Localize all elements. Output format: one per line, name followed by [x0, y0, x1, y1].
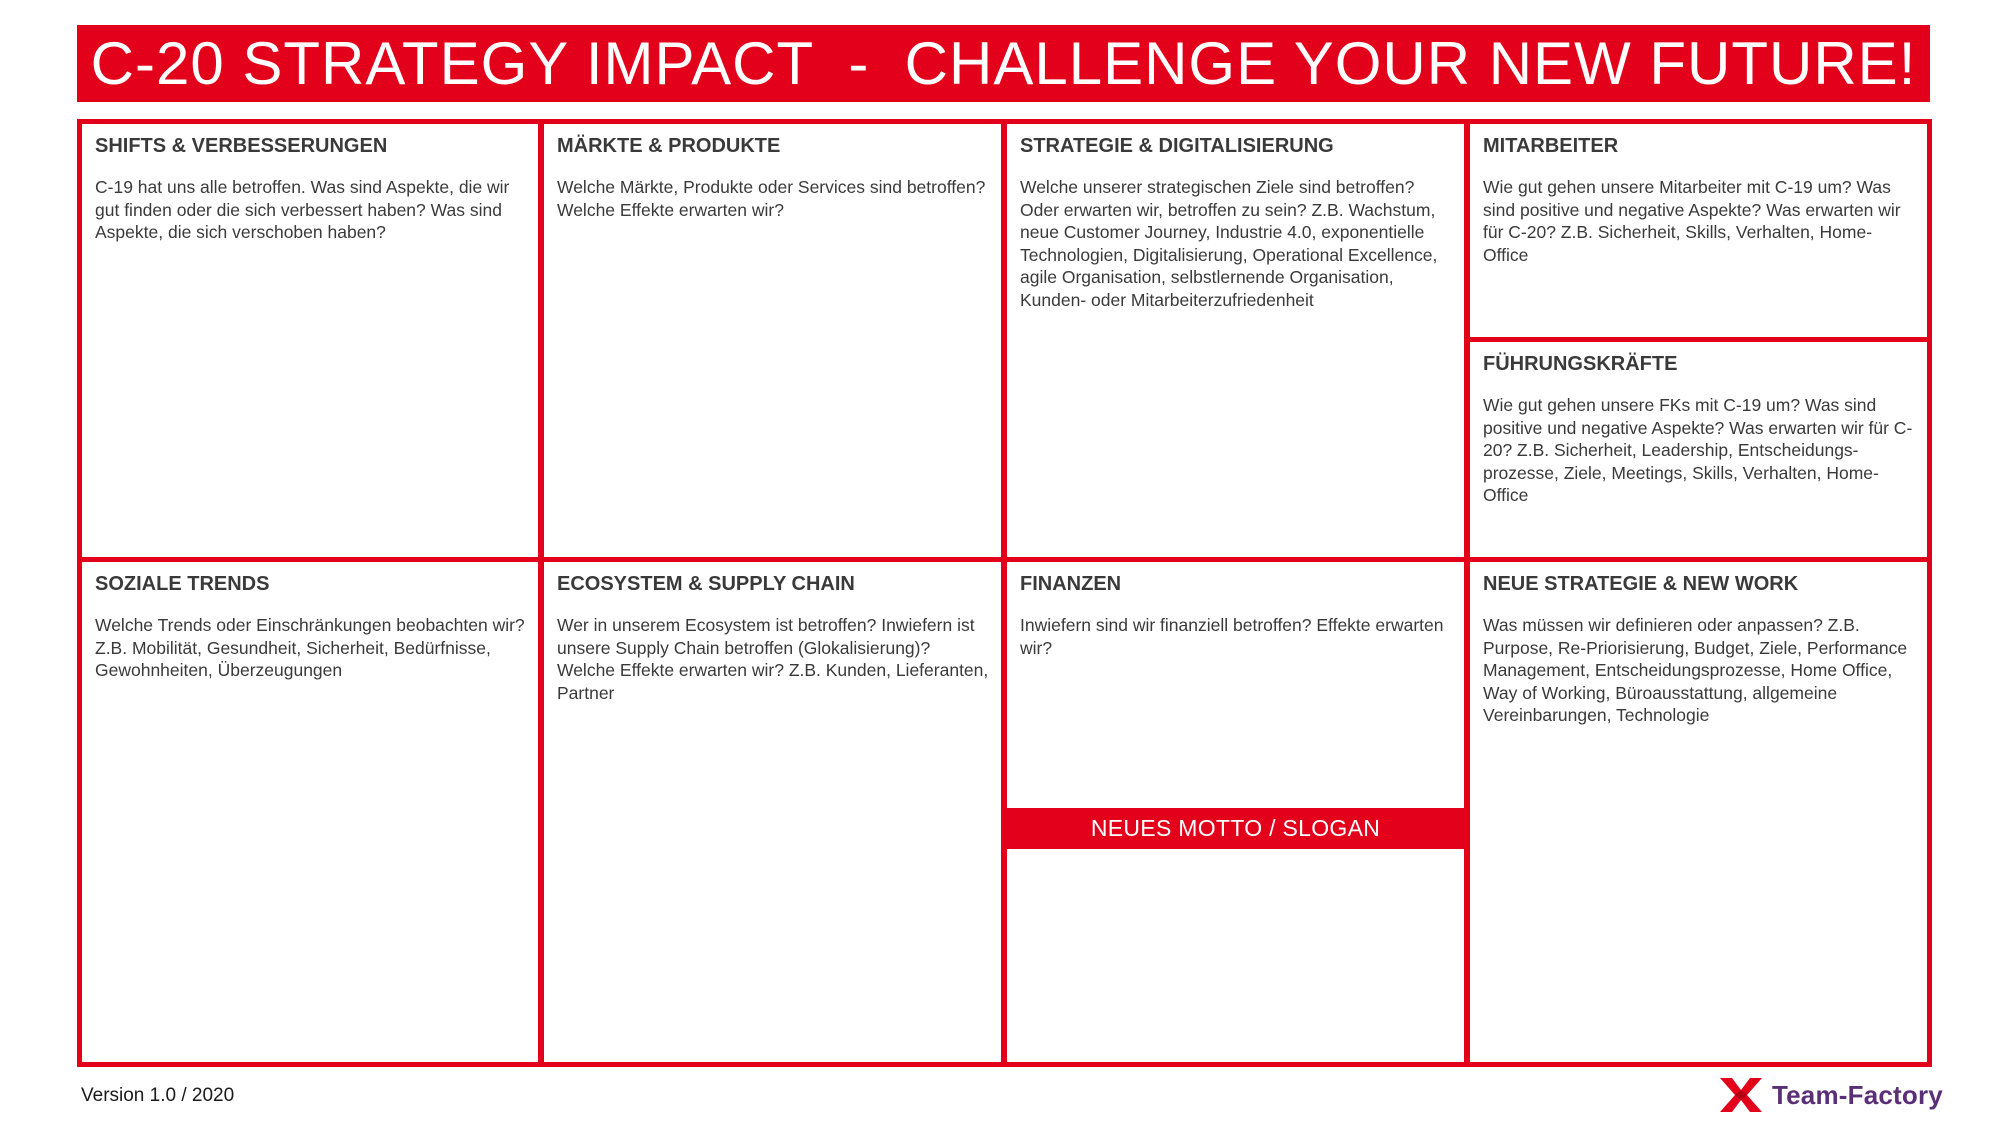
cell-neue-text: Was müssen wir definieren oder anpassen? Z.B. Purpose, Re-Priorisierung, Budget, Ziele, Performance Management, Entscheidungsprozesse, Home Office, Way of Working, Büroausstattung, allgemeine Vereinbarungen, Technologie — [1483, 615, 1908, 725]
cell-soziale-title: SOZIALE TRENDS — [95, 573, 270, 595]
cell-finanzen-text: Inwiefern sind wir finanziell betroffen? Effekte erwarten wir? — [1020, 615, 1444, 658]
cell-neue[interactable] — [1470, 562, 1927, 1062]
cell-finanzen[interactable] — [1007, 562, 1464, 808]
cell-strategie[interactable] — [1007, 124, 1464, 557]
title-banner — [77, 25, 1930, 102]
cell-fuehrung[interactable] — [1470, 342, 1927, 557]
cell-shifts[interactable] — [82, 124, 538, 557]
cell-maerkte-title: MÄRKTE & PRODUKTE — [557, 135, 781, 157]
motto-title: NEUES MOTTO / SLOGAN — [1090, 815, 1381, 841]
cell-soziale-text: Welche Trends oder Einschränkungen beobachten wir? Z.B. Mobilität, Gesundheit, Sicherheit, Bedürfnisse, Gewohnheiten, Überzeugungen — [95, 615, 525, 680]
cell-strategie-text: Welche unserer strategischen Ziele sind betroffen? Oder erwarten wir, betroffen zu sein? Z.B. Wachstum, neue Customer Journey, Industrie 4.0, exponentielle Technologien, Digitalisierung, Operational Excellence, agile Organisation, selbstlernende Organisation, Kunden- oder Mitarbeiterzufriedenheit — [1020, 177, 1438, 310]
cell-strategie-title: STRATEGIE & DIGITALISIERUNG — [1020, 135, 1334, 157]
team-factory-logo-icon — [1718, 1076, 1764, 1114]
cell-ecosystem-text: Wer in unserem Ecosystem ist betroffen? Inwiefern ist unsere Supply Chain betroffen (Glokalisierung)? Welche Effekte erwarten wir? Z.B. Kunden, Lieferanten, Partner — [557, 615, 989, 703]
cell-ecosystem[interactable] — [544, 562, 1001, 1062]
cell-mitarbeiter-title: MITARBEITER — [1483, 135, 1619, 157]
cell-shifts-text: C-19 hat uns alle betroffen. Was sind Aspekte, die wir gut finden oder die sich verbessert haben? Was sind Aspekte, die sich verschoben haben? — [95, 177, 510, 242]
cell-neue-title: NEUE STRATEGIE & NEW WORK — [1483, 573, 1799, 595]
brand-name: Team-Factory — [1772, 1079, 1943, 1110]
cell-soziale[interactable] — [82, 562, 538, 1062]
motto-header — [1007, 808, 1464, 849]
cell-fuehrung-text: Wie gut gehen unsere FKs mit C-19 um? Was sind positive und negative Aspekte? Was erwarten wir für C-20? Z.B. Sicherheit, Leadership, Entscheidungs-prozesse, Ziele, Meetings, Skills, Verhalten, Home-Office — [1483, 395, 1913, 505]
cell-maerkte[interactable] — [544, 124, 1001, 557]
brand-logo — [1718, 1076, 1943, 1114]
cell-fuehrung-title: FÜHRUNGSKRÄFTE — [1483, 353, 1678, 375]
cell-motto[interactable] — [1007, 849, 1464, 1062]
page-title: C-20 STRATEGY IMPACT - CHALLENGE YOUR NEW FUTURE! — [90, 30, 1917, 97]
cell-maerkte-text: Welche Märkte, Produkte oder Services sind betroffen? Welche Effekte erwarten wir? — [557, 177, 986, 220]
cell-finanzen-title: FINANZEN — [1020, 573, 1122, 595]
strategy-canvas — [77, 119, 1932, 1067]
cell-shifts-title: SHIFTS & VERBESSERUNGEN — [95, 135, 388, 157]
cell-ecosystem-title: ECOSYSTEM & SUPPLY CHAIN — [557, 573, 855, 595]
cell-mitarbeiter-text: Wie gut gehen unsere Mitarbeiter mit C-19 um? Was sind positive und negative Aspekte? Was erwarten wir für C-20? Z.B. Sicherheit, Skills, Verhalten, Home-Office — [1483, 177, 1901, 265]
version-label: Version 1.0 / 2020 — [81, 1085, 235, 1106]
cell-mitarbeiter[interactable] — [1470, 124, 1927, 337]
